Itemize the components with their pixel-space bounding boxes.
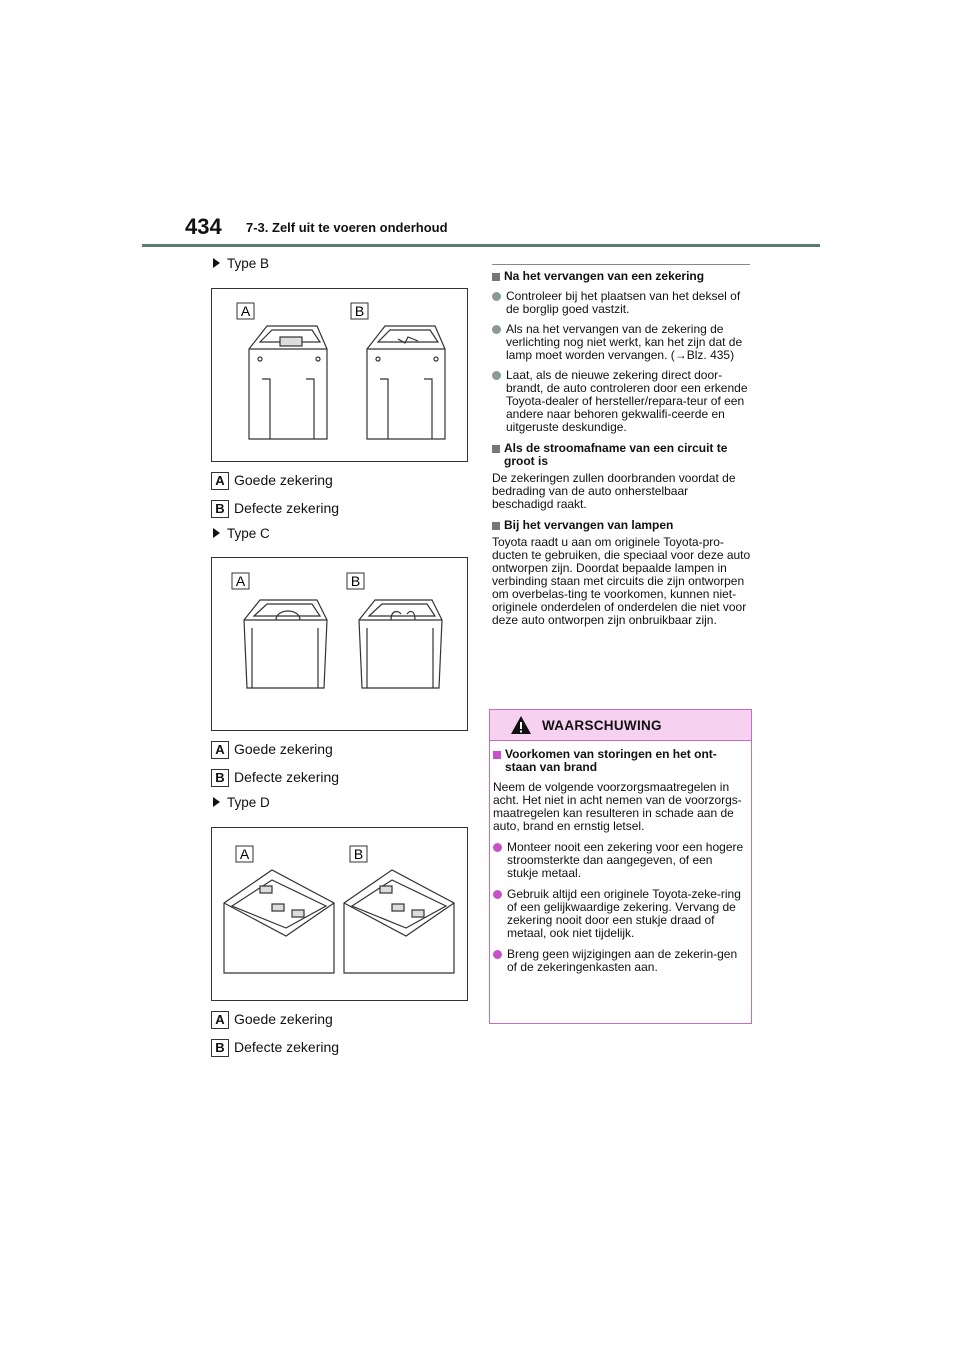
fuse-defective-icon — [367, 326, 445, 439]
label-b: B — [353, 846, 364, 862]
legend-a: A Goede zekering — [211, 740, 333, 758]
type-b-heading: Type B — [213, 256, 269, 271]
page-header — [0, 200, 960, 250]
type-c-heading: Type C — [213, 526, 270, 541]
legend-b: B Defecte zekering — [211, 499, 339, 517]
fuse-figure-type-d — [211, 827, 468, 1001]
column-rule — [492, 264, 750, 265]
arrow-icon — [213, 797, 220, 807]
warning-icon — [510, 715, 532, 735]
fuse-defective-icon — [359, 600, 442, 688]
fuse-figure-type-b — [211, 288, 468, 462]
warning-header — [490, 710, 751, 741]
fuse-good-icon — [249, 326, 327, 439]
section-heading: Bij het vervangen van lampen — [492, 519, 752, 532]
section-heading: Na het vervangen van een zekering — [492, 270, 752, 283]
fuse-good-icon — [244, 600, 327, 688]
list-item: Controleer bij het plaatsen van het deksel of de borglip goed vastzit. — [492, 290, 752, 316]
warning-subtitle: Voorkomen van storingen en het ont-staan van brand — [493, 748, 745, 774]
label-a: A — [240, 303, 251, 319]
label-b: B — [350, 573, 361, 589]
legend-a: A Goede zekering — [211, 471, 333, 489]
arrow-icon — [213, 528, 220, 538]
warning-title: WAARSCHUWING — [542, 718, 662, 733]
list-item: Laat, als de nieuwe zekering direct door-brandt, de auto controleren door een erkende Toyota-dealer of hersteller/repara-teur of een andere naar behoren gekwalifi-ceerde en uitgeruste deskundige. — [492, 369, 752, 434]
page-number: 434 — [185, 214, 222, 239]
label-b: B — [354, 303, 365, 319]
list-item: Monteer nooit een zekering voor een hogere stroomsterkte dan aangegeven, of een stukje metaal. — [493, 841, 745, 880]
label-a: A — [239, 846, 250, 862]
chapter-title: 7-3. Zelf uit te voeren onderhoud — [246, 220, 448, 235]
header-rule — [142, 244, 820, 247]
legend-b: B Defecte zekering — [211, 768, 339, 786]
right-column — [492, 270, 752, 627]
arrow-icon — [213, 258, 220, 268]
list-item: Gebruik altijd een originele Toyota-zeke-ring of een gelijkwaardige zekering. Vervang de zekering nooit door een stukje draad of metaal, ook niet tijdelijk. — [493, 888, 745, 940]
list-item: Breng geen wijzigingen aan de zekerin-gen of de zekeringenkasten aan. — [493, 948, 745, 974]
fuse-good-icon — [224, 870, 334, 973]
fuse-defective-icon — [344, 870, 454, 973]
list-item: Als na het vervangen van de zekering de verlichting nog niet werkt, kan het zijn dat de lamp moet worden vervangen. (→Blz. 435) — [492, 323, 752, 362]
paragraph: Neem de volgende voorzorgsmaatregelen in acht. Het niet in acht nemen van de voorzorgs-maatregelen kan resulteren in schade aan de auto, brand en ernstig letsel. — [493, 780, 742, 833]
paragraph: De zekeringen zullen doorbranden voordat de bedrading van de auto onherstelbaar beschadigd raakt. — [492, 471, 736, 511]
type-d-heading: Type D — [213, 795, 270, 810]
section-heading: Als de stroomafname van een circuit te groot is — [492, 442, 752, 468]
legend-a: A Goede zekering — [211, 1010, 333, 1028]
legend-b: B Defecte zekering — [211, 1038, 339, 1056]
fuse-figure-type-c — [211, 557, 468, 731]
label-a: A — [235, 573, 246, 589]
paragraph: Toyota raadt u aan om originele Toyota-pro-ducten te gebruiken, die speciaal voor deze auto ontworpen zijn. Doordat bepaalde lampen in verbinding staan met circuits die zijn ontworpen om overbelas-ting te voorkomen, kunnen niet-originele onderdelen of onderdelen die niet voor deze auto ontworpen zijn onbruikbaar zijn. — [492, 535, 751, 627]
warning-box — [489, 709, 752, 1024]
warning-body — [493, 748, 745, 974]
